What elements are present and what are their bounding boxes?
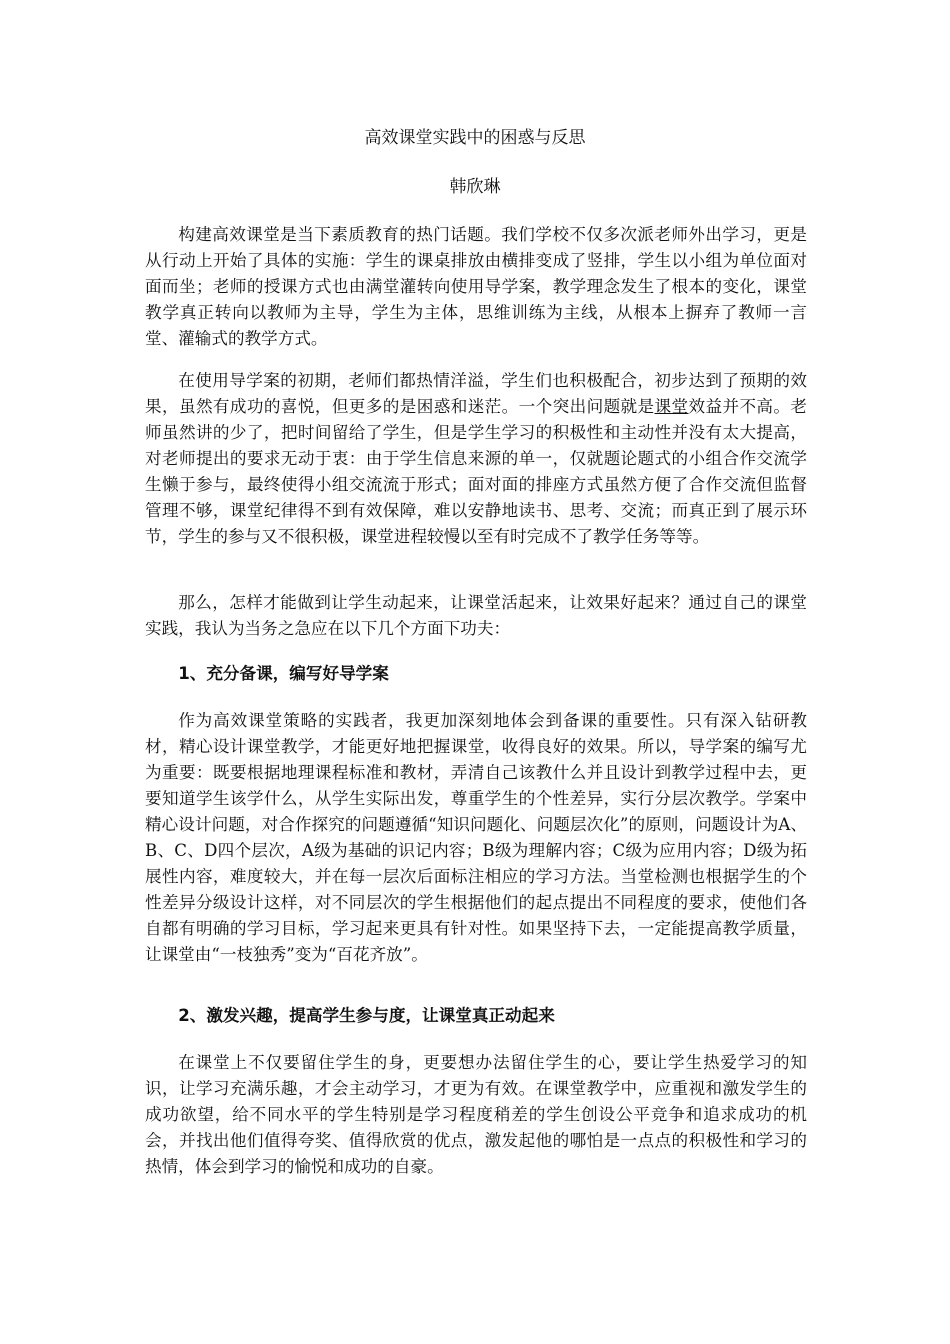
paragraph-preparation-text: 作为高效课堂策略的实践者，我更加深刻地体会到备课的重要性。只有深入钻研教材，精心设计课堂教学，才能更好地把握课堂，收得良好的效果。所以，导学案的编写尤为重要：既要根据地理课程标准和教材，弄清自己该教什么并且设计到教学过程中去，更要知道学生该学什么，从学生实际出发，尊重学生的个性差异，实行分层次教学。学案中精心设计问题，对合作探究的问题遵循“知识问题化、问题层次化”的原则，问题设计为A、B、C、D四个层次，A级为基础的识记内容；B级为理解内容；C级为应用内容；D级为拓展性内容，难度较大，并在每一层次后面标注相应的学习方法。当堂检测也根据学生的个性差异分级设计这样，对不同层次的学生根据他们的起点提出不同程度的要求，使他们各自都有明确的学习目标，学习起来更具有针对性。如果坚持下去，一定能提高教学质量，让课堂由“一枝独秀”变为“百花齐放”。 [145,711,807,964]
paragraph-preparation [145,708,807,968]
document-title: 高效课堂实践中的困惑与反思 [364,128,586,148]
paragraph-question [145,590,807,642]
section-heading-1: 1、充分备课，编写好导学案 [178,664,389,683]
paragraph-interest-text: 在课堂上不仅要留住学生的身，更要想办法留住学生的心，要让学生热爱学习的知识，让学习充满乐趣，才会主动学习，才更为有效。在课堂教学中，应重视和激发学生的成功欲望，给不同水平的学生特别是学习程度稍差的学生创设公平竞争和追求成功的机会，并找出他们值得夸奖、值得欣赏的优点，激发起他的哪怕是一点点的积极性和学习的热情，体会到学习的愉悦和成功的自豪。 [145,1053,807,1176]
paragraph-problems-text-a: 在使用导学案的初期，老师们都热情洋溢，学生们也积极配合，初步达到了预期的效果，虽然有成功的喜悦，但更多的是困惑和迷茫。一个突出问题就是 [145,371,807,416]
paragraph-problems [145,368,807,550]
paragraph-intro-text: 构建高效课堂是当下素质教育的热门话题。我们学校不仅多次派老师外出学习，更是从行动上开始了具体的实施：学生的课桌排放由横排变成了竖排，学生以小组为单位面对面而坐；老师的授课方式也由满堂灌转向使用导学案，教学理念发生了根本的变化，课堂教学真正转向以教师为主导，学生为主体，思维训练为主线，从根本上摒弃了教师一言堂、灌输式的教学方式。 [145,225,807,348]
paragraph-problems-text-b: 效益并不高。老师虽然讲的少了，把时间留给了学生，但是学生学习的积极性和主动性并没有太大提高，对老师提出的要求无动于衷：由于学生信息来源的单一，仅就题论题式的小组合作交流学生懒于参与，最终使得小组交流流于形式；面对面的排座方式虽然方便了合作交流但监督管理不够，课堂纪律得不到有效保障，难以安静地读书、思考、交流；而真正到了展示环节，学生的参与又不很积极，课堂进程较慢以至有时完成不了教学任务等等。 [145,397,807,546]
underlined-word: 课堂 [654,397,689,416]
document-author: 韩欣琳 [449,177,501,197]
paragraph-intro [145,222,807,352]
paragraph-question-text: 那么，怎样才能做到让学生动起来，让课堂活起来，让效果好起来？通过自己的课堂实践，我认为当务之急应在以下几个方面下功夫： [145,593,807,638]
paragraph-interest [145,1050,807,1180]
section-heading-2: 2、激发兴趣，提高学生参与度，让课堂真正动起来 [178,1006,555,1025]
